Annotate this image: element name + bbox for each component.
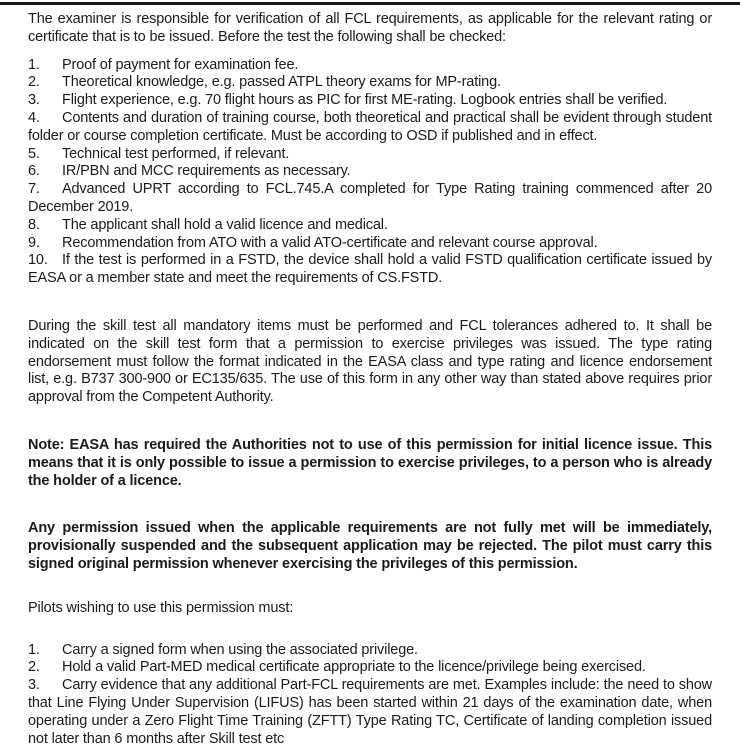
checklist-item xyxy=(28,235,712,253)
list-number: 7. xyxy=(28,181,40,198)
skill-test-paragraph: During the skill test all mandatory items must be performed and FCL tolerances adhered to. It shall be indicated on the skill test form that a permission to exercise privileges was issued. The type rating endorsement must follow the format indicated in the EASA class and type rating and licence endorsement list, e.g. B737 300-900 or EC135/635. The use of this form in any other way than stated above requires prior approval from the Competent Authority. xyxy=(28,317,712,406)
list-text: Contents and duration of training course, both theoretical and practical shall be evident through student folder or course completion certificate. Must be according to OSD if published and in effect. xyxy=(28,109,712,144)
checklist-item xyxy=(28,74,712,92)
list-number: 1. xyxy=(28,641,40,658)
list-number: 8. xyxy=(28,216,40,233)
list-number: 1. xyxy=(28,56,40,73)
list-number: 9. xyxy=(28,234,40,251)
checklist-item xyxy=(28,57,712,75)
list-text: If the test is performed in a FSTD, the device shall hold a valid FSTD qualification certificate issued by EASA or a member state and meet the requirements of CS.FSTD. xyxy=(28,252,712,287)
checklist-item xyxy=(28,181,712,217)
checklist-item xyxy=(28,146,712,164)
checklist-item xyxy=(28,252,712,288)
list-number: 3. xyxy=(28,677,40,694)
pilots-heading: Pilots wishing to use this permission must: xyxy=(28,599,294,616)
list-text: Advanced UPRT according to FCL.745.A completed for Type Rating training commenced after 20 December 2019. xyxy=(28,181,712,215)
intro-paragraph: The examiner is responsible for verification of all FCL requirements, as applicable for the relevant rating or certificate that is to be issued. Before the test the following shall be checked: xyxy=(28,11,712,45)
list-text: Recommendation from ATO with a valid ATO-certificate and relevant course approval. xyxy=(62,234,598,251)
pilots-list-item xyxy=(28,677,712,748)
list-number: 6. xyxy=(28,163,40,180)
list-number: 10. xyxy=(28,252,48,269)
checklist-item xyxy=(28,110,712,146)
document-page xyxy=(0,5,740,748)
list-number: 2. xyxy=(28,659,40,676)
list-text: The applicant shall hold a valid licence and medical. xyxy=(62,216,388,233)
list-text: Theoretical knowledge, e.g. passed ATPL theory exams for MP-rating. xyxy=(62,74,501,91)
checklist-item xyxy=(28,217,712,235)
note-paragraph: Note: EASA has required the Authorities not to use of this permission for initial licence issue. This means that it is only possible to issue a permission to exercise privileges, to a person who is already the holder of a licence. xyxy=(28,436,712,489)
list-text: Carry a signed form when using the associated privilege. xyxy=(62,641,418,658)
list-number: 3. xyxy=(28,92,40,109)
pilots-list-item xyxy=(28,659,712,677)
pilots-list-item xyxy=(28,642,712,660)
list-text: Technical test performed, if relevant. xyxy=(62,145,290,162)
pre-test-checklist xyxy=(28,57,712,288)
checklist-item xyxy=(28,163,712,181)
list-number: 4. xyxy=(28,109,40,126)
pilots-requirements-list xyxy=(28,642,712,748)
list-text: Hold a valid Part-MED medical certificate appropriate to the licence/privilege being exercised. xyxy=(62,659,646,676)
list-text: Flight experience, e.g. 70 flight hours as PIC for first ME-rating. Logbook entries shall be verified. xyxy=(62,92,668,109)
list-number: 2. xyxy=(28,74,40,91)
checklist-item xyxy=(28,92,712,110)
warning-paragraph: Any permission issued when the applicable requirements are not fully met will be immediately, provisionally suspended and the subsequent application may be rejected. The pilot must carry this signed original permission whenever exercising the privileges of this permission. xyxy=(28,520,712,572)
list-text: IR/PBN and MCC requirements as necessary. xyxy=(62,163,351,180)
list-number: 5. xyxy=(28,145,40,162)
list-text: Proof of payment for examination fee. xyxy=(62,56,299,73)
list-text: Carry evidence that any additional Part-FCL requirements are met. Examples include: the need to show that Line Flying Under Supervision (LIFUS) has been started within 21 days of the examination date, when operating under a Zero Flight Time Training (ZFTT) Type Rating TC, Certificate of landing completion issued not later than 6 months after Skill test etc xyxy=(28,677,712,747)
